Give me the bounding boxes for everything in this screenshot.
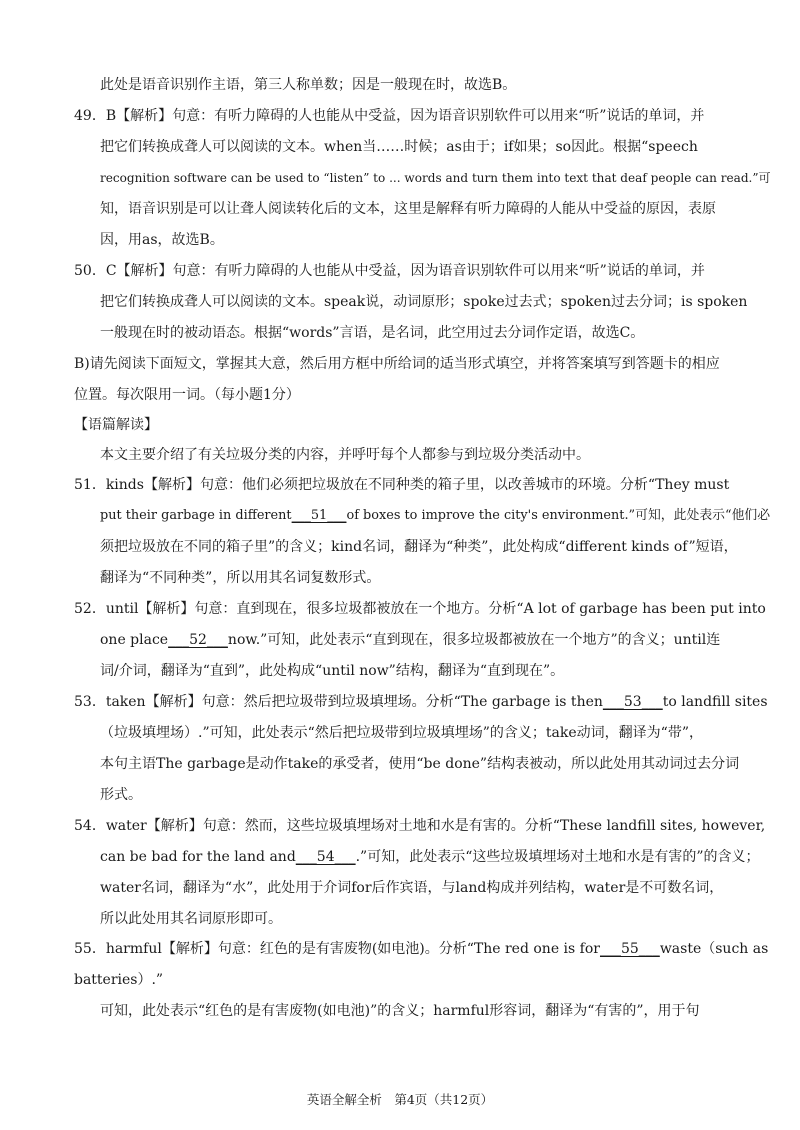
text-segment: to landfill sites xyxy=(662,694,768,710)
text-line: recognition software can be used to “listen” to ... words and turn them into text that deaf people can read.”可 xyxy=(100,171,771,185)
text-line: 可知，此处表示“红色的是有害废物(如电池)”的含义；harmful形容词，翻译为“有害的”，用于句 xyxy=(100,1003,700,1019)
text-segment: can be bad for the land and xyxy=(100,849,296,865)
blank-55: ___55___ xyxy=(599,941,660,957)
text-line xyxy=(100,507,770,525)
text-line: 把它们转换成聋人可以阅读的文本。speak说，动词原形；spoke过去式；spoken过去分词；is spoken xyxy=(100,294,748,310)
text-segment: waste（such as xyxy=(659,941,769,957)
blank-51: ___51___ xyxy=(291,508,347,523)
text-segment: 55．harmful【解析】句意：红色的是有害废物(如电池)。分析“The red one is for xyxy=(74,941,600,957)
text-line: 因，用as，故选B。 xyxy=(100,232,224,248)
text-line xyxy=(100,631,720,649)
text-line: 形式。 xyxy=(100,787,142,803)
answer-50-line: 50．C【解析】句意：有听力障碍的人也能从中受益，因为语音识别软件可以用来“听”说话的单词，并 xyxy=(74,263,705,279)
text-line: 此处是语音识别作主语，第三人称单数；因是一般现在时，故选B。 xyxy=(100,77,517,93)
text-segment: 53．taken【解析】句意：然后把垃圾带到垃圾填埋场。分析“The garbage is then xyxy=(74,694,603,710)
section-b-instruction: 位置。每次限用一词。（每小题1分） xyxy=(74,387,300,403)
text-line: （垃圾填埋场）.”可知，此处表示“然后把垃圾带到垃圾填埋场”的含义；take动词，翻译为“带”， xyxy=(100,725,703,741)
blank-53: ___53___ xyxy=(602,694,663,710)
text-line: 知，语音识别是可以让聋人阅读转化后的文本，这里是解释有听力障碍的人能从中受益的原因，表原 xyxy=(100,201,716,217)
text-segment: put their garbage in different xyxy=(100,508,292,523)
section-b-instruction: B)请先阅读下面短文，掌握其大意，然后用方框中所给词的适当形式填空，并将答案填写到答题卡的相应 xyxy=(74,356,720,372)
answer-49-line: 49．B【解析】句意：有听力障碍的人也能从中受益，因为语音识别软件可以用来“听”说话的单词，并 xyxy=(74,108,705,124)
text-segment: of boxes to improve the city's environment.”可知，此处表示“他们必 xyxy=(346,508,771,523)
page-footer: 英语全解全析 第4页（共12页） xyxy=(306,1092,494,1107)
text-line: 本句主语The garbage是动作take的承受者，使用“be done”结构表被动，所以此处用其动词过去分词 xyxy=(100,756,740,772)
text-segment: now.”可知，此处表示“直到现在，很多垃圾都被放在一个地方”的含义；until连 xyxy=(227,632,721,648)
answer-53-line xyxy=(74,693,768,711)
text-line: 翻译为“不同种类”，所以用其名词复数形式。 xyxy=(100,570,381,586)
answer-54-line: 54．water【解析】句意：然而，这些垃圾填埋场对土地和水是有害的。分析“These landfill sites, however, xyxy=(74,818,766,834)
text-line: 所以此处用其名词原形即可。 xyxy=(100,911,282,927)
text-line: 本文主要介绍了有关垃圾分类的内容，并呼吁每个人都参与到垃圾分类活动中。 xyxy=(100,447,590,463)
text-line xyxy=(100,848,760,866)
blank-54: ___54___ xyxy=(295,849,356,865)
answer-51-line: 51．kinds【解析】句意：他们必须把垃圾放在不同种类的箱子里，以改善城市的环境。分析“They must xyxy=(74,477,730,493)
text-segment: one place xyxy=(100,632,169,648)
blank-52: ___52___ xyxy=(168,632,228,648)
answer-52-line: 52．until【解析】句意：直到现在，很多垃圾都被放在一个地方。分析“A lot of garbage has been put into xyxy=(74,601,766,617)
text-line: water名词，翻译为“水”，此处用于介词for后作宾语，与land构成并列结构，water是不可数名词， xyxy=(100,880,724,896)
text-line: 把它们转换成聋人可以阅读的文本。when当……时候；as由于；if如果；so因此。根据“speech xyxy=(100,139,698,155)
section-heading: 【语篇解读】 xyxy=(74,417,158,433)
text-line: 词/介词，翻译为“直到”，此处构成“until now”结构，翻译为“直到现在”。 xyxy=(100,663,565,679)
text-segment: .”可知，此处表示“这些垃圾填埋场对土地和水是有害的”的含义； xyxy=(355,849,760,865)
text-line: 须把垃圾放在不同的箱子里”的含义；kind名词，翻译为“种类”，此处构成“different kinds of”短语， xyxy=(100,539,738,555)
text-line: 一般现在时的被动语态。根据“words”言语，是名词，此空用过去分词作定语，故选C。 xyxy=(100,325,645,341)
answer-55-line xyxy=(74,940,768,958)
text-line: batteries）.” xyxy=(74,972,164,988)
